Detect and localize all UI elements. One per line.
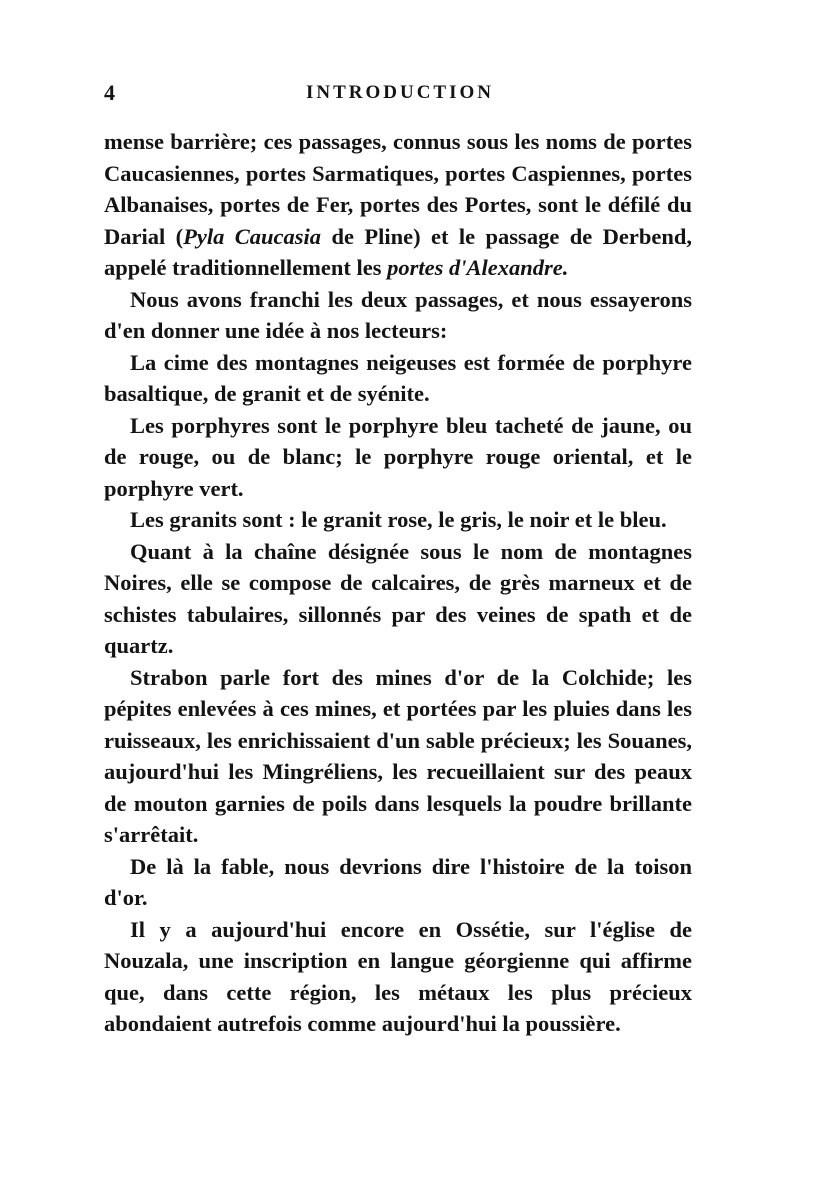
paragraph-2: Nous avons franchi les deux passages, et nous essayerons d'en donner une idée à nos lecteurs: <box>104 286 692 343</box>
page-header <box>104 80 696 110</box>
term-portes-alexandre: portes d'Alexandre. <box>387 255 569 280</box>
page-number: 4 <box>104 80 115 105</box>
paragraph-9: Il y a aujourd'hui encore en Ossétie, sur l'église de Nouzala, une inscription en langue géorgienne qui affirme que, dans cette région, les métaux les plus précieux abondaient autrefois comme aujourd'hui la poussière. <box>104 916 692 1036</box>
paragraph-6: Quant à la chaîne désignée sous le nom de montagnes Noires, elle se compose de calcaires, de grès marneux et de schistes tabulaires, sillonnés par des veines de spath et de quartz. <box>104 538 692 658</box>
paragraph-1-middle: de Pline) et le passage de Derbend, appelé traditionnellement les <box>104 223 692 280</box>
running-title: INTRODUCTION <box>305 82 495 103</box>
paragraph-1-text: mense barrière; ces passages, connus sous les noms de portes Caucasiennes, portes Sarmatiques, portes Caspiennes, portes Albanaises, portes de Fer, portes des Portes, sont le défilé du Darial ( <box>104 129 692 249</box>
paragraph-5: Les granits sont : le granit rose, le gris, le noir et le bleu. <box>130 507 667 532</box>
body-text <box>104 126 692 1040</box>
paragraph-4: Les porphyres sont le porphyre bleu tacheté de jaune, ou de rouge, ou de blanc; le porphyre rouge oriental, et le porphyre vert. <box>104 412 692 501</box>
paragraph-3: La cime des montagnes neigeuses est formée de porphyre basaltique, de granit et de syénite. <box>104 349 692 406</box>
paragraph-1 <box>104 126 692 284</box>
paragraph-8: De là la fable, nous devrions dire l'histoire de la toison d'or. <box>104 853 692 910</box>
paragraph-7: Strabon parle fort des mines d'or de la Colchide; les pépites enlevées à ces mines, et portées par les pluies dans les ruisseaux, les enrichissaient d'un sable précieux; les Souanes, aujourd'hui les Mingréliens, les recueillaient sur des peaux de mouton garnies de poils dans lesquels la poudre brillante s'arrêtait. <box>104 664 692 847</box>
latin-term-pyla-caucasia: Pyla Caucasia <box>183 223 322 249</box>
